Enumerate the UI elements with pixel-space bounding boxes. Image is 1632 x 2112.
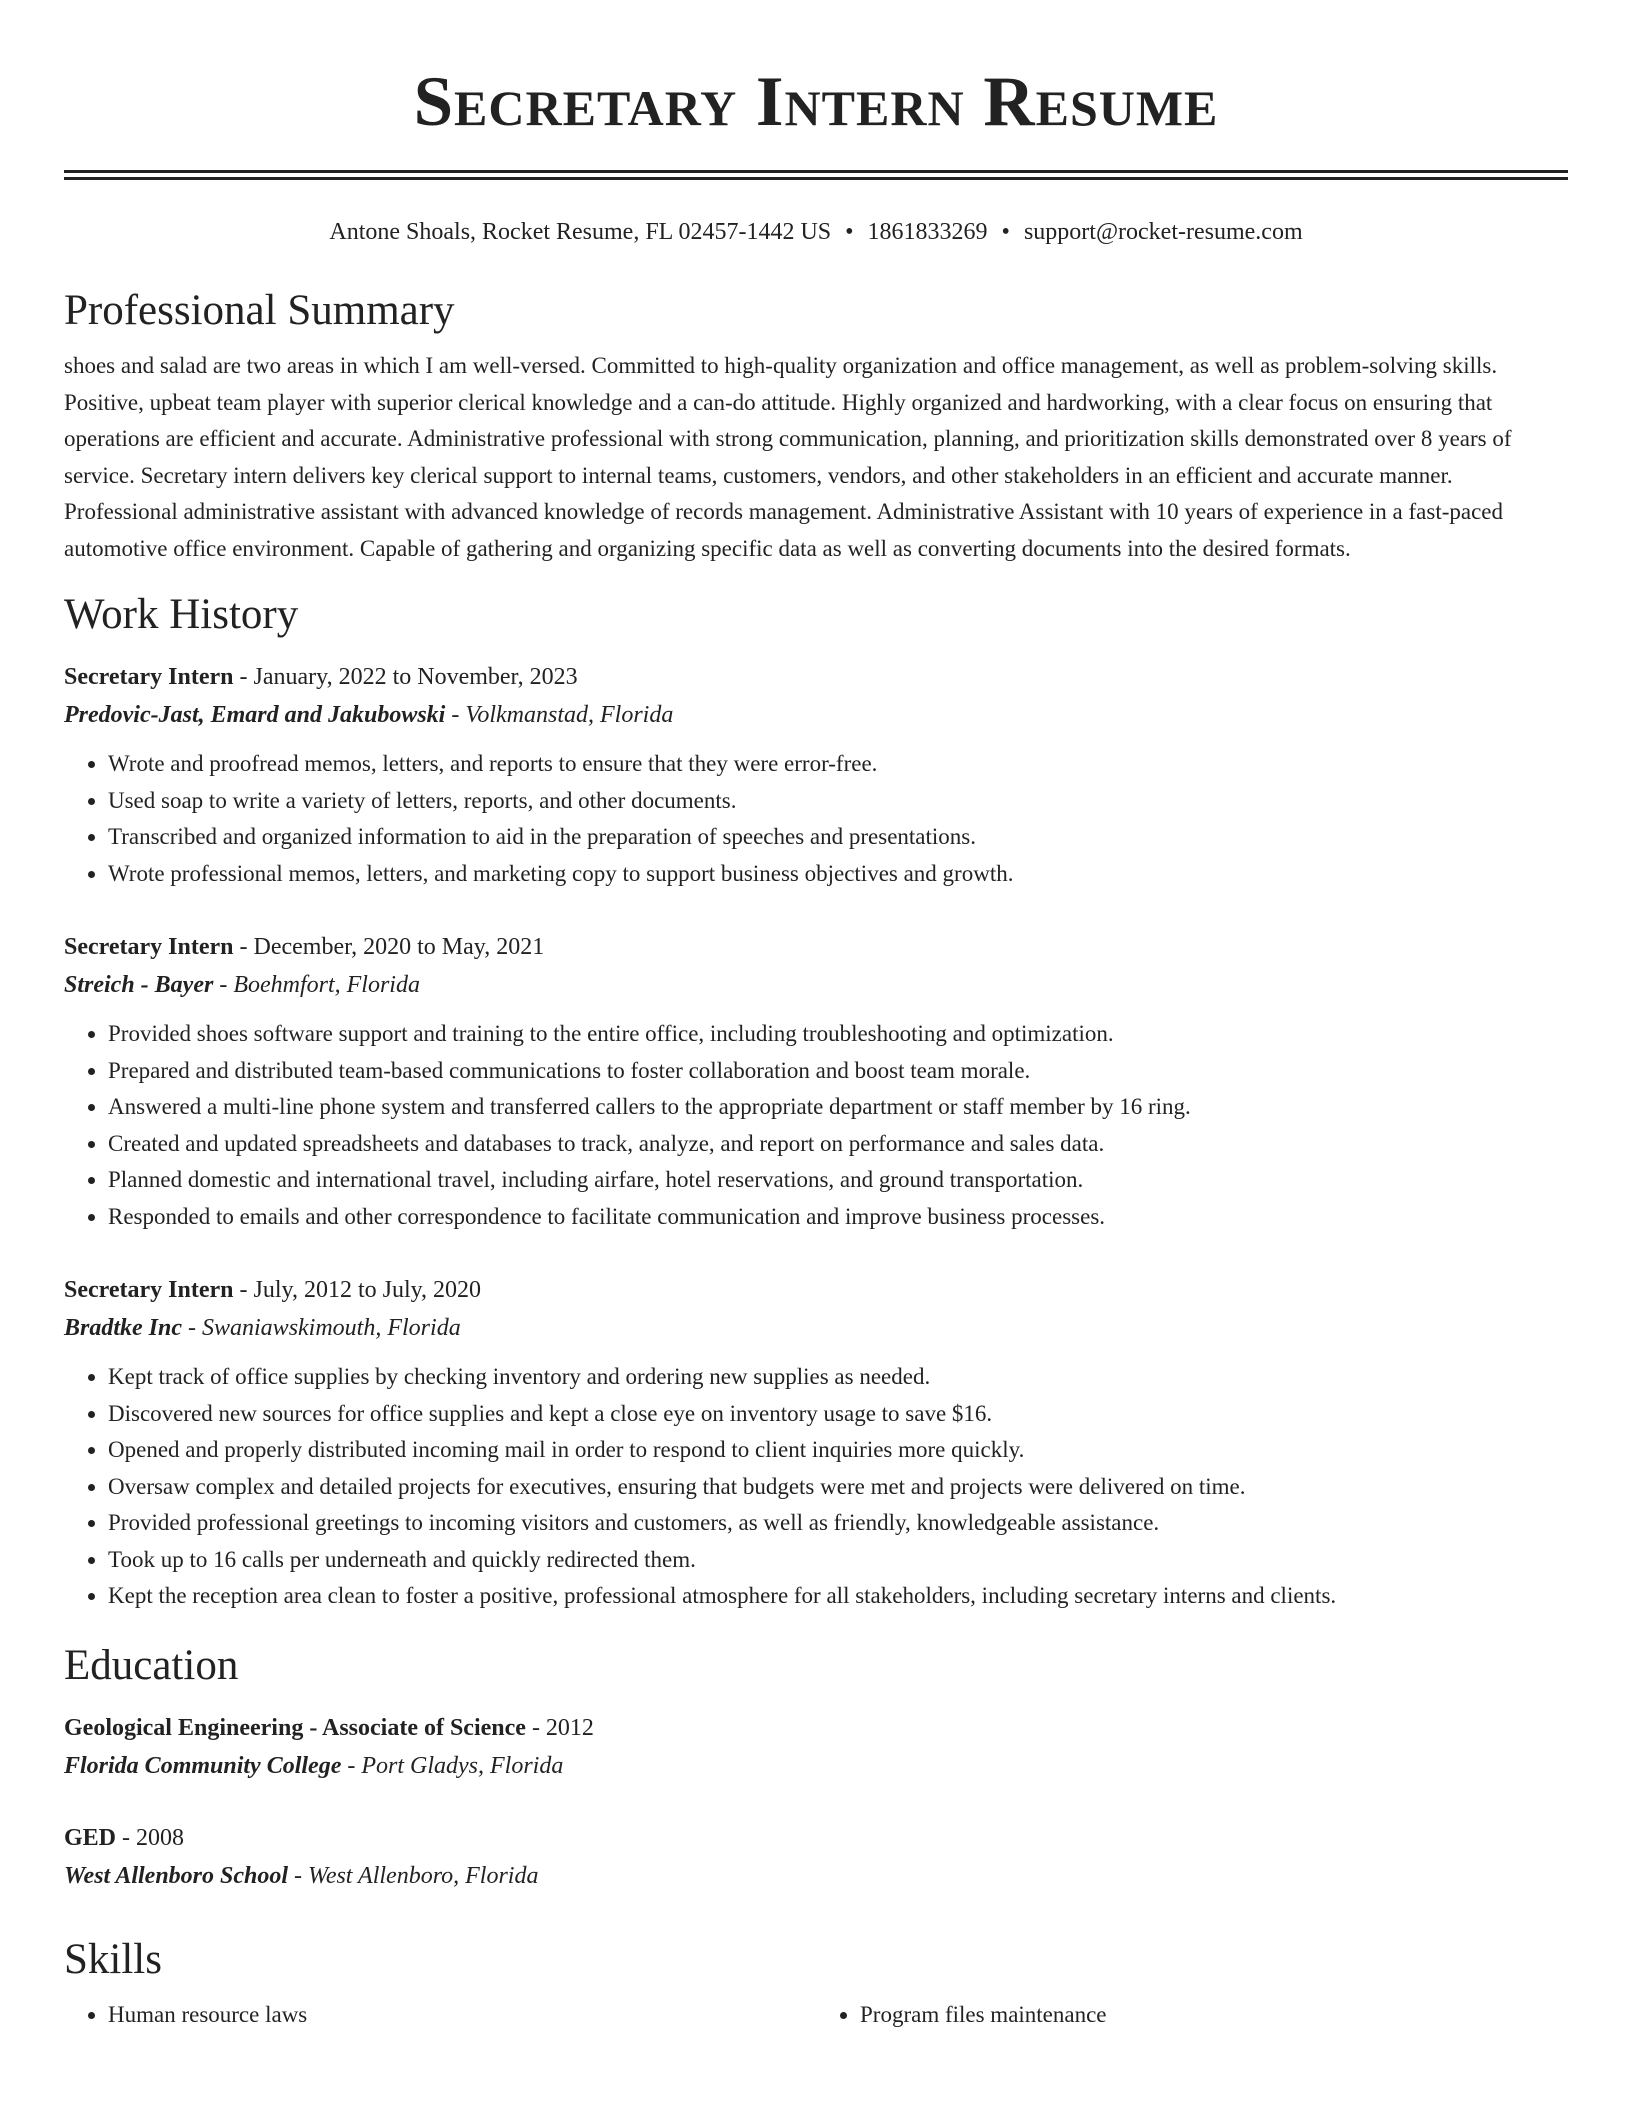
contact-line <box>64 216 1568 248</box>
job-duty-item: • Planned domestic and international travel, including airfare, hotel reservations, and ground transportation. <box>108 1162 1568 1199</box>
education-degree: Geological Engineering - Associate of Science <box>64 1714 526 1741</box>
education-school: Florida Community College <box>64 1752 342 1779</box>
skills-column-left <box>64 1997 816 2034</box>
job-duty-item: • Discovered new sources for office supplies and kept a close eye on inventory usage to save $16. <box>108 1396 1568 1433</box>
education-section <box>64 1641 1568 1895</box>
education-location: - West Allenboro, Florida <box>288 1862 539 1889</box>
job-duty-item: • Provided professional greetings to incoming visitors and customers, as well as friendly, knowledgeable assistance. <box>108 1505 1568 1542</box>
job-duty-item: • Used soap to write a variety of letters, reports, and other documents. <box>108 783 1568 820</box>
education-year: - 2008 <box>116 1824 185 1851</box>
job-duty-item: • Wrote and proofread memos, letters, and reports to ensure that they were error-free. <box>108 746 1568 783</box>
contact-address: Antone Shoals, Rocket Resume, FL 02457-1442 US <box>329 219 832 245</box>
job-company: Predovic-Jast, Emard and Jakubowski <box>64 702 446 728</box>
job-duties <box>64 1359 1568 1615</box>
job-entry <box>64 928 1568 1235</box>
education-heading: Education <box>64 1641 239 1689</box>
education-school-line <box>64 1857 1568 1895</box>
job-title: Secretary Intern <box>64 934 234 960</box>
summary-text: shoes and salad are two areas in which I am well-versed. Committed to high-quality organization and office management, as well as problem-solving skills. Positive, upbeat team player with superior clerical knowledge and a can-do attitude. Highly organized and hardworking, with a clear focus on ensuring that operations are efficient and accurate. Administrative professional with strong communication, planning, and prioritization skills demonstrated over 8 years of service. Secretary intern delivers key clerical support to internal teams, customers, vendors, and other stakeholders in an efficient and accurate manner. Professional administrative assistant with advanced knowledge of records management. Administrative Assistant with 10 years of experience in a fast-paced automotive office environment. Capable of gathering and organizing specific data as well as converting documents into the desired formats. <box>64 353 1512 561</box>
job-duty-item: • Prepared and distributed team-based communications to foster collaboration and boost team morale. <box>108 1053 1568 1090</box>
education-entry <box>64 1709 1568 1785</box>
education-degree-line <box>64 1819 1568 1857</box>
skills-column-right <box>816 1997 1568 2034</box>
job-duty-item: • Transcribed and organized information to aid in the preparation of speeches and presentations. <box>108 819 1568 856</box>
job-entry <box>64 658 1568 892</box>
education-degree-line <box>64 1709 1568 1747</box>
job-location: - Boehmfort, Florida <box>213 972 420 998</box>
education-school-line <box>64 1747 1568 1785</box>
job-dates: - December, 2020 to May, 2021 <box>233 934 545 960</box>
summary-section <box>64 286 1568 567</box>
job-duties <box>64 1016 1568 1235</box>
title-divider <box>64 170 1568 180</box>
job-title-line <box>64 658 1568 696</box>
job-duties <box>64 746 1568 892</box>
skill-item: • Program files maintenance <box>860 1997 1568 2034</box>
page-title: Secretary Intern Resume <box>413 63 1219 141</box>
job-company: Streich - Bayer <box>64 972 214 998</box>
job-duty-item: • Wrote professional memos, letters, and marketing copy to support business objectives and growth. <box>108 856 1568 893</box>
job-title: Secretary Intern <box>64 664 234 690</box>
education-year: - 2012 <box>525 1714 594 1741</box>
contact-phone: 1861833269 <box>867 219 988 245</box>
job-title-line <box>64 1271 1568 1309</box>
job-duty-item: • Kept track of office supplies by checking inventory and ordering new supplies as needed. <box>108 1359 1568 1396</box>
contact-separator: • <box>1001 219 1010 245</box>
job-duty-item: • Opened and properly distributed incoming mail in order to respond to client inquiries more quickly. <box>108 1432 1568 1469</box>
job-company-line <box>64 966 1568 1004</box>
contact-separator: • <box>845 219 854 245</box>
contact-email: support@rocket-resume.com <box>1023 219 1303 245</box>
job-title-line <box>64 928 1568 966</box>
job-duty-item: • Provided shoes software support and training to the entire office, including troubleshooting and optimization. <box>108 1016 1568 1053</box>
job-duty-item: • Answered a multi-line phone system and transferred callers to the appropriate department or staff member by 16 ring. <box>108 1089 1568 1126</box>
job-company: Bradtke Inc <box>64 1315 183 1341</box>
job-duty-item: • Kept the reception area clean to foster a positive, professional atmosphere for all stakeholders, including secretary interns and clients. <box>108 1578 1568 1615</box>
education-school: West Allenboro School <box>64 1862 289 1889</box>
skill-item: • Human resource laws <box>108 1997 816 2034</box>
skills-section <box>64 1935 1568 2034</box>
work-history-heading: Work History <box>64 591 299 638</box>
education-degree: GED <box>64 1824 117 1851</box>
job-company-line <box>64 1309 1568 1347</box>
job-title: Secretary Intern <box>64 1277 234 1303</box>
job-entry <box>64 1271 1568 1615</box>
education-entry <box>64 1819 1568 1895</box>
job-location: - Swaniawskimouth, Florida <box>182 1315 461 1341</box>
skills-grid <box>64 1997 1568 2034</box>
education-location: - Port Gladys, Florida <box>341 1752 564 1779</box>
job-dates: - July, 2012 to July, 2020 <box>233 1277 482 1303</box>
job-duty-item: • Created and updated spreadsheets and databases to track, analyze, and report on performance and sales data. <box>108 1126 1568 1163</box>
job-dates: - January, 2022 to November, 2023 <box>233 664 578 690</box>
job-duty-item: • Took up to 16 calls per underneath and quickly redirected them. <box>108 1542 1568 1579</box>
skills-heading: Skills <box>64 1935 162 1983</box>
job-duty-item: • Responded to emails and other correspondence to facilitate communication and improve business processes. <box>108 1199 1568 1236</box>
work-history-section <box>64 590 1568 1615</box>
summary-heading: Professional Summary <box>64 287 455 334</box>
job-duty-item: • Oversaw complex and detailed projects for executives, ensuring that budgets were met and projects were delivered on time. <box>108 1469 1568 1506</box>
job-company-line <box>64 696 1568 734</box>
job-location: - Volkmanstad, Florida <box>445 702 674 728</box>
